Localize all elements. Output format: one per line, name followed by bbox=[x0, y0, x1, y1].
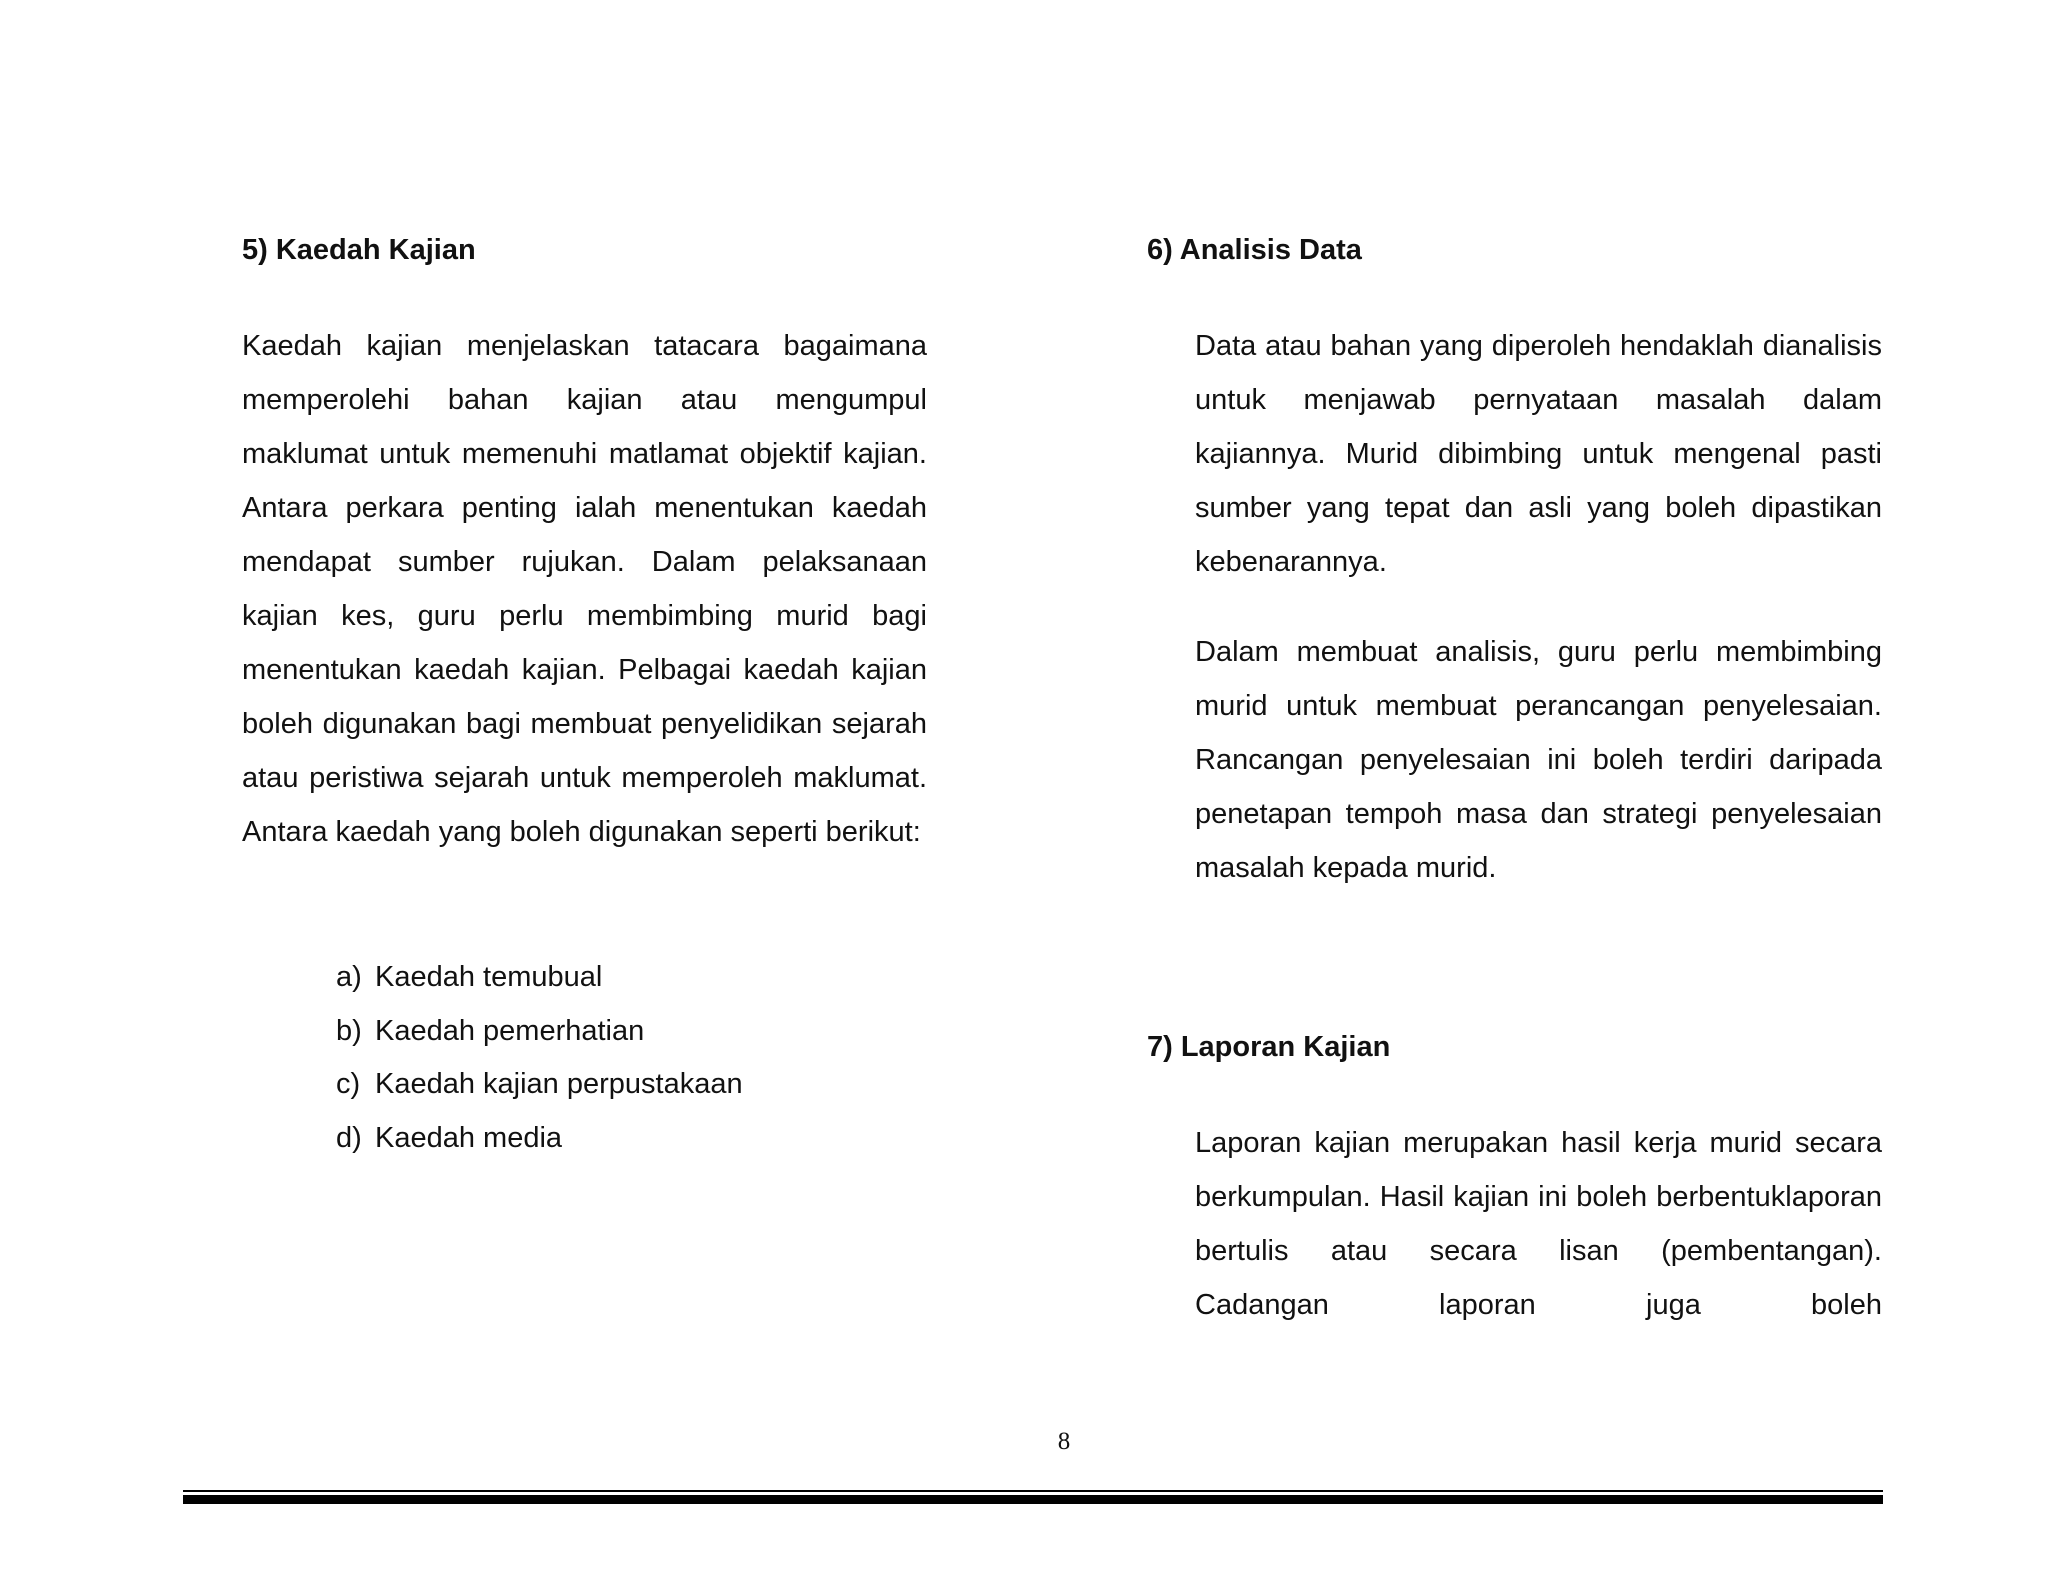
section-heading-kaedah-kajian: 5) Kaedah Kajian bbox=[242, 234, 476, 266]
list-item bbox=[336, 951, 927, 1005]
list-marker: b) bbox=[336, 1014, 362, 1047]
page-number: 8 bbox=[1057, 1428, 1071, 1455]
list-item bbox=[336, 1112, 927, 1166]
list-marker: a) bbox=[336, 961, 362, 993]
list-item-text: Kaedah kajian perpustakaan bbox=[375, 1068, 743, 1100]
footer-rule-thin bbox=[183, 1490, 1883, 1492]
list-item-text: Kaedah pemerhatian bbox=[375, 1014, 645, 1047]
laporan-paragraph: Laporan kajian merupakan hasil kerja murid secara berkumpulan. Hasil kajian ini boleh berbentuklaporan bertulis atau secara lisan (pembentangan). Cadangan laporan juga boleh bbox=[1195, 1127, 1882, 1321]
analisis-paragraph-2: Dalam membuat analisis, guru perlu membimbing murid untuk membuat perancangan penyelesaian. Rancangan penyelesaian ini boleh terdiri daripada penetapan tempoh masa dan strategi penyelesaian masalah kepada murid. bbox=[1195, 636, 1882, 884]
section-heading-laporan-kajian: 7) Laporan Kajian bbox=[1147, 1031, 1391, 1063]
list-marker: d) bbox=[336, 1121, 362, 1154]
list-item bbox=[336, 1058, 927, 1112]
footer-rule-thick bbox=[183, 1495, 1883, 1504]
list-item-text: Kaedah temubual bbox=[375, 961, 603, 993]
section-heading-analisis-data: 6) Analisis Data bbox=[1147, 234, 1362, 266]
kaedah-kajian-paragraph: Kaedah kajian menjelaskan tatacara bagaimana memperolehi bahan kajian atau mengumpul maklumat untuk memenuhi matlamat objektif kajian. Antara perkara penting ialah menentukan kaedah mendapat sumber rujukan. Dalam pelaksanaan kajian kes, guru perlu membimbing murid bagi menentukan kaedah kajian. Pelbagai kaedah kajian boleh digunakan bagi membuat penyelidikan sejarah atau peristiwa sejarah untuk memperoleh maklumat. Antara kaedah yang boleh digunakan seperti berikut: bbox=[242, 330, 927, 848]
list-item-text: Kaedah media bbox=[375, 1121, 563, 1154]
analisis-paragraph-1: Data atau bahan yang diperoleh hendaklah dianalisis untuk menjawab pernyataan masalah dalam kajiannya. Murid dibimbing untuk mengenal pasti sumber yang tepat dan asli yang boleh dipastikan kebenarannya. bbox=[1195, 330, 1882, 578]
list-item bbox=[336, 1005, 927, 1059]
kaedah-list bbox=[336, 951, 927, 1165]
list-marker: c) bbox=[336, 1068, 361, 1100]
